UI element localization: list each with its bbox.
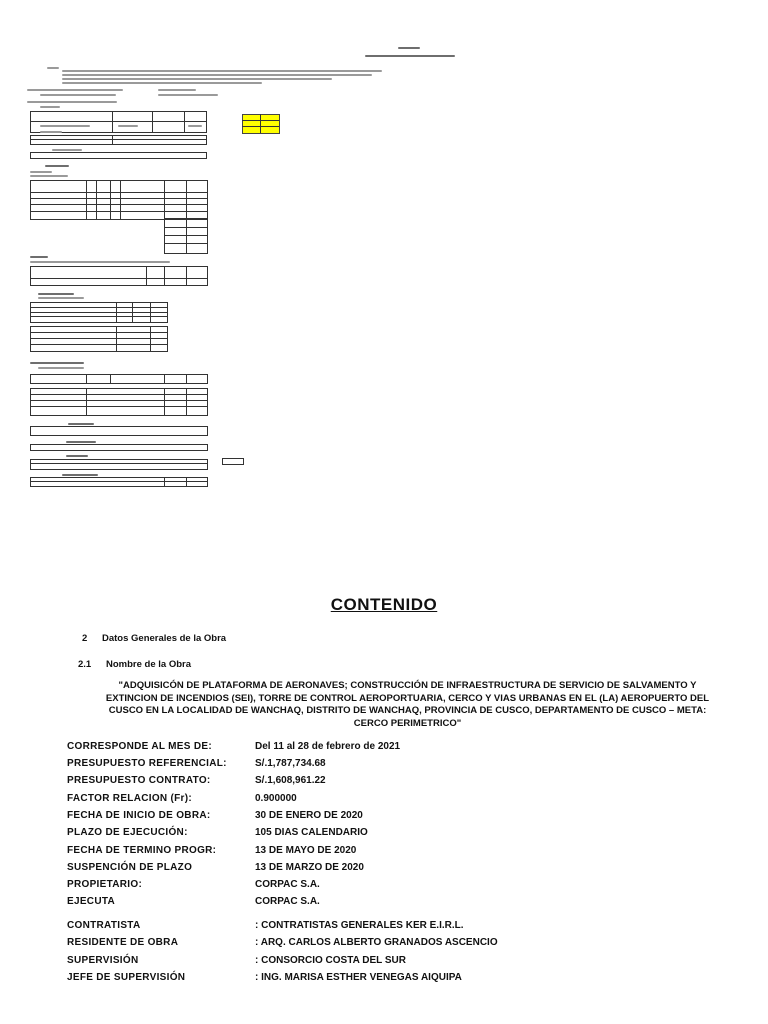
field-label: PRESUPUESTO CONTRATO: (67, 775, 211, 786)
field-label: PRESUPUESTO REFERENCIAL: (67, 758, 227, 769)
field-value: 13 DE MAYO DE 2020 (255, 845, 357, 856)
section-number: 2.1 (78, 659, 92, 670)
field-row (67, 972, 727, 986)
field-label: SUSPENCIÓN DE PLAZO (67, 862, 193, 873)
project-name: "ADQUISICÓN DE PLATAFORMA DE AERONAVES; CONSTRUCCIÓN DE INFRAESTRUCTURA DE SERVICIO DE SALVAMENTO Y EXTINCION DE INCENDIOS (SEI), TORRE DE CONTROL AEROPORTUARIA, CERCO Y VIAS URBANAS EN EL (LA) AEROPUERTO DEL CUSCO EN LA LOCALIDAD DE WANCHAQ, DISTRITO DE WANCHAQ, PROVINCIA DE CUSCO, DEPARTAMENTO DE CUSCO – META: CERCO PERIMETRICO" (105, 680, 710, 729)
field-row (67, 758, 727, 772)
field-row (67, 845, 727, 859)
field-label: RESIDENTE DE OBRA (67, 937, 179, 948)
section-label: Nombre de la Obra (106, 659, 191, 670)
field-label: FECHA DE TERMINO PROGR: (67, 845, 217, 856)
field-label: EJECUTA (67, 896, 116, 907)
field-row (67, 955, 727, 969)
spreadsheet-thumbnail (0, 0, 768, 500)
field-label: FECHA DE INICIO DE OBRA: (67, 810, 211, 821)
field-row (67, 896, 727, 910)
field-value: 105 DIAS CALENDARIO (255, 827, 368, 838)
field-value: Del 11 al 28 de febrero de 2021 (255, 741, 401, 752)
field-value: CORPAC S.A. (255, 879, 320, 890)
field-row (67, 810, 727, 824)
field-value: S/.1,608,961.22 (255, 775, 326, 786)
field-row (67, 879, 727, 893)
field-row (67, 920, 727, 934)
field-label: FACTOR RELACION (Fr): (67, 793, 192, 804)
field-row (67, 741, 727, 755)
field-value: CORPAC S.A. (255, 896, 320, 907)
field-row (67, 827, 727, 841)
field-row (67, 793, 727, 807)
section-number: 2 (82, 633, 88, 644)
field-value: : ARQ. CARLOS ALBERTO GRANADOS ASCENCIO (255, 937, 498, 948)
field-value: : ING. MARISA ESTHER VENEGAS AIQUIPA (255, 972, 462, 983)
field-value: : CONSORCIO COSTA DEL SUR (255, 955, 406, 966)
field-label: JEFE DE SUPERVISIÓN (67, 972, 186, 983)
field-label: PROPIETARIO: (67, 879, 143, 890)
field-row (67, 937, 727, 951)
field-value: 30 DE ENERO DE 2020 (255, 810, 363, 821)
field-label: PLAZO DE EJECUCIÓN: (67, 827, 188, 838)
field-label: CORRESPONDE AL MES DE: (67, 741, 212, 752)
field-value: 0.900000 (255, 793, 297, 804)
section-label: Datos Generales de la Obra (102, 633, 227, 644)
field-row (67, 862, 727, 876)
field-value: 13 DE MARZO DE 2020 (255, 862, 364, 873)
field-label: CONTRATISTA (67, 920, 141, 931)
document-title: CONTENIDO (330, 595, 438, 614)
field-row (67, 775, 727, 789)
field-value: : CONTRATISTAS GENERALES KER E.I.R.L. (255, 920, 464, 931)
field-label: SUPERVISIÓN (67, 955, 139, 966)
field-value: S/.1,787,734.68 (255, 758, 326, 769)
